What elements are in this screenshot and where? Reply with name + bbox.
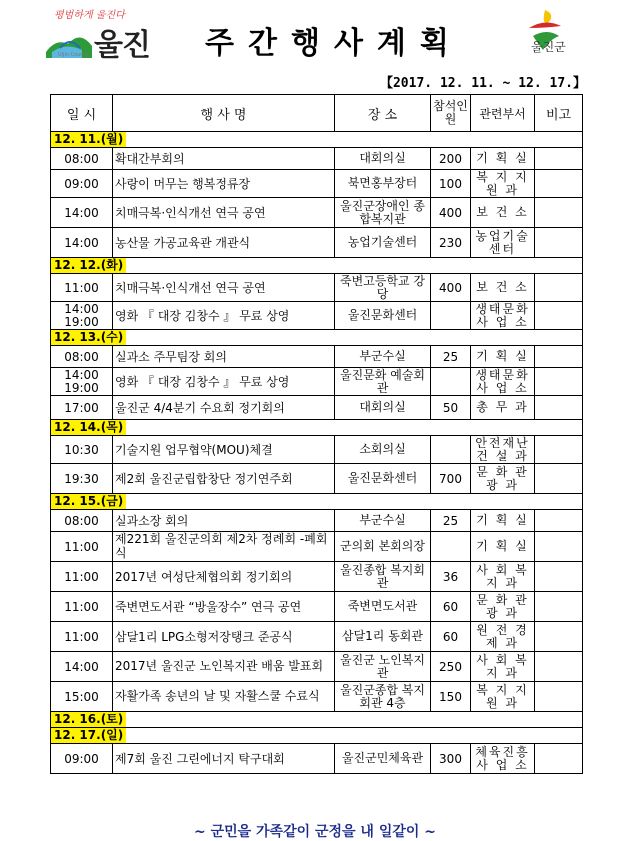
schedule-period: 【2017. 12. 11. ~ 12. 17.】 bbox=[379, 76, 586, 91]
event-attendees: 100 bbox=[431, 170, 471, 198]
event-time: 08:00 bbox=[51, 346, 113, 368]
date-row bbox=[51, 132, 583, 148]
col-header-place: 장 소 bbox=[335, 95, 431, 132]
logo-subtitle: Uljin County bbox=[58, 52, 89, 58]
table-row bbox=[51, 436, 583, 464]
event-note bbox=[535, 346, 583, 368]
logo-tagline: 평범하게 울진다 bbox=[54, 10, 125, 21]
footer-slogan: ~ 군민을 가족같이 군정을 내 일같이 ~ bbox=[193, 824, 437, 840]
event-name: 치매극복·인식개선 연극 공연 bbox=[113, 198, 335, 228]
date-cell bbox=[51, 728, 583, 744]
event-attendees: 400 bbox=[431, 274, 471, 302]
event-place: 소회의실 bbox=[335, 436, 431, 464]
table-row bbox=[51, 532, 583, 562]
event-time: 11:00 bbox=[51, 274, 113, 302]
table-row bbox=[51, 592, 583, 622]
event-dept: 총 무 과 bbox=[471, 396, 535, 420]
event-attendees: 230 bbox=[431, 228, 471, 258]
event-time: 11:00 bbox=[51, 532, 113, 562]
event-dept: 문 화 관 광 과 bbox=[471, 464, 535, 494]
event-place: 대회의실 bbox=[335, 396, 431, 420]
event-note bbox=[535, 592, 583, 622]
event-dept: 사 회 복 지 과 bbox=[471, 562, 535, 592]
table-row bbox=[51, 302, 583, 330]
event-dept: 기 획 실 bbox=[471, 532, 535, 562]
date-cell bbox=[51, 330, 583, 346]
date-row bbox=[51, 728, 583, 744]
event-place: 대회의실 bbox=[335, 148, 431, 170]
event-dept: 기 획 실 bbox=[471, 510, 535, 532]
event-note bbox=[535, 170, 583, 198]
event-name: 영화 『 대장 김창수 』 무료 상영 bbox=[113, 368, 335, 396]
date-row bbox=[51, 494, 583, 510]
table-row bbox=[51, 464, 583, 494]
event-note bbox=[535, 682, 583, 712]
table-row bbox=[51, 562, 583, 592]
event-name: 사랑이 머무는 행복정류장 bbox=[113, 170, 335, 198]
event-name: 삼달1리 LPG소형저장탱크 준공식 bbox=[113, 622, 335, 652]
event-dept: 농업기술센터 bbox=[471, 228, 535, 258]
schedule-body bbox=[51, 132, 583, 774]
date-row bbox=[51, 330, 583, 346]
event-name: 확대간부회의 bbox=[113, 148, 335, 170]
event-name: 영화 『 대장 김창수 』 무료 상영 bbox=[113, 302, 335, 330]
event-name: 기술지원 업무협약(MOU)체결 bbox=[113, 436, 335, 464]
event-note bbox=[535, 436, 583, 464]
event-time: 09:00 bbox=[51, 744, 113, 774]
col-header-datetime: 일 시 bbox=[51, 95, 113, 132]
event-note bbox=[535, 622, 583, 652]
event-attendees bbox=[431, 436, 471, 464]
event-place: 울진문화 예술회관 bbox=[335, 368, 431, 396]
event-note bbox=[535, 562, 583, 592]
event-place: 울진문화센터 bbox=[335, 464, 431, 494]
date-cell bbox=[51, 132, 583, 148]
event-attendees: 250 bbox=[431, 652, 471, 682]
event-dept: 생태문화 사 업 소 bbox=[471, 368, 535, 396]
date-label: 12. 14.(목) bbox=[51, 420, 126, 435]
table-row bbox=[51, 652, 583, 682]
date-label: 12. 15.(금) bbox=[51, 494, 126, 509]
event-note bbox=[535, 148, 583, 170]
event-dept: 문 화 관 광 과 bbox=[471, 592, 535, 622]
event-time: 09:00 bbox=[51, 170, 113, 198]
event-time: 19:30 bbox=[51, 464, 113, 494]
date-label: 12. 11.(월) bbox=[51, 132, 126, 147]
event-dept: 복 지 지 원 과 bbox=[471, 682, 535, 712]
event-name: 제2회 울진군립합창단 정기연주회 bbox=[113, 464, 335, 494]
event-time: 14:00 bbox=[51, 198, 113, 228]
table-row bbox=[51, 682, 583, 712]
event-time: 14:00 19:00 bbox=[51, 368, 113, 396]
event-place: 울진종합 복지회관 bbox=[335, 562, 431, 592]
emblem-label: 울진군 bbox=[531, 40, 566, 54]
event-name: 죽변면도서관 “방울장수” 연극 공연 bbox=[113, 592, 335, 622]
date-row bbox=[51, 420, 583, 436]
date-cell bbox=[51, 712, 583, 728]
event-attendees: 300 bbox=[431, 744, 471, 774]
table-row bbox=[51, 274, 583, 302]
date-row bbox=[51, 258, 583, 274]
event-place: 북면홍부장터 bbox=[335, 170, 431, 198]
event-dept: 기 획 실 bbox=[471, 148, 535, 170]
page-header bbox=[0, 0, 630, 70]
event-time: 11:00 bbox=[51, 592, 113, 622]
event-name: 2017년 여성단체협의회 정기회의 bbox=[113, 562, 335, 592]
weekly-schedule-table bbox=[50, 94, 583, 774]
event-place: 울진군민체육관 bbox=[335, 744, 431, 774]
event-name: 치매극복·인식개선 연극 공연 bbox=[113, 274, 335, 302]
table-header-row bbox=[51, 95, 583, 132]
event-attendees: 150 bbox=[431, 682, 471, 712]
event-name: 실과소장 회의 bbox=[113, 510, 335, 532]
event-place: 농업기술센터 bbox=[335, 228, 431, 258]
event-place: 죽변면도서관 bbox=[335, 592, 431, 622]
event-place: 울진문화센터 bbox=[335, 302, 431, 330]
event-time: 11:00 bbox=[51, 622, 113, 652]
table-row bbox=[51, 396, 583, 420]
date-cell bbox=[51, 420, 583, 436]
event-note bbox=[535, 198, 583, 228]
date-cell bbox=[51, 494, 583, 510]
event-time: 15:00 bbox=[51, 682, 113, 712]
event-place: 부군수실 bbox=[335, 510, 431, 532]
event-name: 자활가족 송년의 날 및 자활스쿨 수료식 bbox=[113, 682, 335, 712]
col-header-event: 행 사 명 bbox=[113, 95, 335, 132]
event-note bbox=[535, 510, 583, 532]
date-cell bbox=[51, 258, 583, 274]
event-note bbox=[535, 274, 583, 302]
table-row bbox=[51, 346, 583, 368]
event-name: 울진군 4/4분기 수요회 정기회의 bbox=[113, 396, 335, 420]
col-header-note: 비고 bbox=[535, 95, 583, 132]
event-name: 제221회 울진군의회 제2차 정례회 -폐회식 bbox=[113, 532, 335, 562]
event-name: 2017년 울진군 노인복지관 배움 발표회 bbox=[113, 652, 335, 682]
event-attendees bbox=[431, 368, 471, 396]
event-dept: 체육진흥 사 업 소 bbox=[471, 744, 535, 774]
event-place: 군의회 본회의장 bbox=[335, 532, 431, 562]
event-note bbox=[535, 396, 583, 420]
table-row bbox=[51, 744, 583, 774]
event-time: 17:00 bbox=[51, 396, 113, 420]
event-place: 부군수실 bbox=[335, 346, 431, 368]
date-label: 12. 12.(화) bbox=[51, 258, 126, 273]
event-time: 14:00 19:00 bbox=[51, 302, 113, 330]
table-row bbox=[51, 170, 583, 198]
date-row bbox=[51, 712, 583, 728]
page-title: 주간행사계획 bbox=[205, 26, 463, 61]
event-dept: 안전재난 건 설 과 bbox=[471, 436, 535, 464]
event-attendees bbox=[431, 532, 471, 562]
event-dept: 보 건 소 bbox=[471, 198, 535, 228]
event-name: 실과소 주무팀장 회의 bbox=[113, 346, 335, 368]
event-place: 울진군장애인 종합복지관 bbox=[335, 198, 431, 228]
event-attendees: 25 bbox=[431, 510, 471, 532]
logo-name: 울진 bbox=[94, 28, 150, 63]
event-note bbox=[535, 228, 583, 258]
event-time: 14:00 bbox=[51, 228, 113, 258]
table-row bbox=[51, 622, 583, 652]
event-attendees: 60 bbox=[431, 622, 471, 652]
event-place: 죽변고등학교 강당 bbox=[335, 274, 431, 302]
event-time: 11:00 bbox=[51, 562, 113, 592]
event-attendees: 50 bbox=[431, 396, 471, 420]
event-note bbox=[535, 302, 583, 330]
event-note bbox=[535, 652, 583, 682]
event-dept: 복 지 지 원 과 bbox=[471, 170, 535, 198]
table-row bbox=[51, 148, 583, 170]
table-row bbox=[51, 510, 583, 532]
event-place: 삼달1리 동회관 bbox=[335, 622, 431, 652]
event-name: 농산물 가공교육관 개관식 bbox=[113, 228, 335, 258]
col-header-dept: 관련부서 bbox=[471, 95, 535, 132]
date-label: 12. 13.(수) bbox=[51, 330, 126, 345]
date-label: 12. 16.(토) bbox=[51, 712, 126, 727]
event-note bbox=[535, 744, 583, 774]
event-attendees: 700 bbox=[431, 464, 471, 494]
event-place: 울진군 노인복지관 bbox=[335, 652, 431, 682]
event-note bbox=[535, 464, 583, 494]
event-attendees: 60 bbox=[431, 592, 471, 622]
event-dept: 원 전 경 제 과 bbox=[471, 622, 535, 652]
table-row bbox=[51, 228, 583, 258]
event-dept: 보 건 소 bbox=[471, 274, 535, 302]
event-attendees: 36 bbox=[431, 562, 471, 592]
event-note bbox=[535, 532, 583, 562]
event-dept: 기 획 실 bbox=[471, 346, 535, 368]
event-note bbox=[535, 368, 583, 396]
date-label: 12. 17.(일) bbox=[51, 728, 126, 743]
table-row bbox=[51, 198, 583, 228]
event-time: 10:30 bbox=[51, 436, 113, 464]
table-row bbox=[51, 368, 583, 396]
event-place: 울진군종합 복지회관 4층 bbox=[335, 682, 431, 712]
event-attendees: 200 bbox=[431, 148, 471, 170]
event-dept: 사 회 복 지 과 bbox=[471, 652, 535, 682]
event-dept: 생태문화 사 업 소 bbox=[471, 302, 535, 330]
event-time: 14:00 bbox=[51, 652, 113, 682]
col-header-attendees: 참석인원 bbox=[431, 95, 471, 132]
event-attendees: 25 bbox=[431, 346, 471, 368]
event-attendees bbox=[431, 302, 471, 330]
event-time: 08:00 bbox=[51, 148, 113, 170]
event-time: 08:00 bbox=[51, 510, 113, 532]
event-name: 제7회 울진 그린에너지 탁구대회 bbox=[113, 744, 335, 774]
event-attendees: 400 bbox=[431, 198, 471, 228]
